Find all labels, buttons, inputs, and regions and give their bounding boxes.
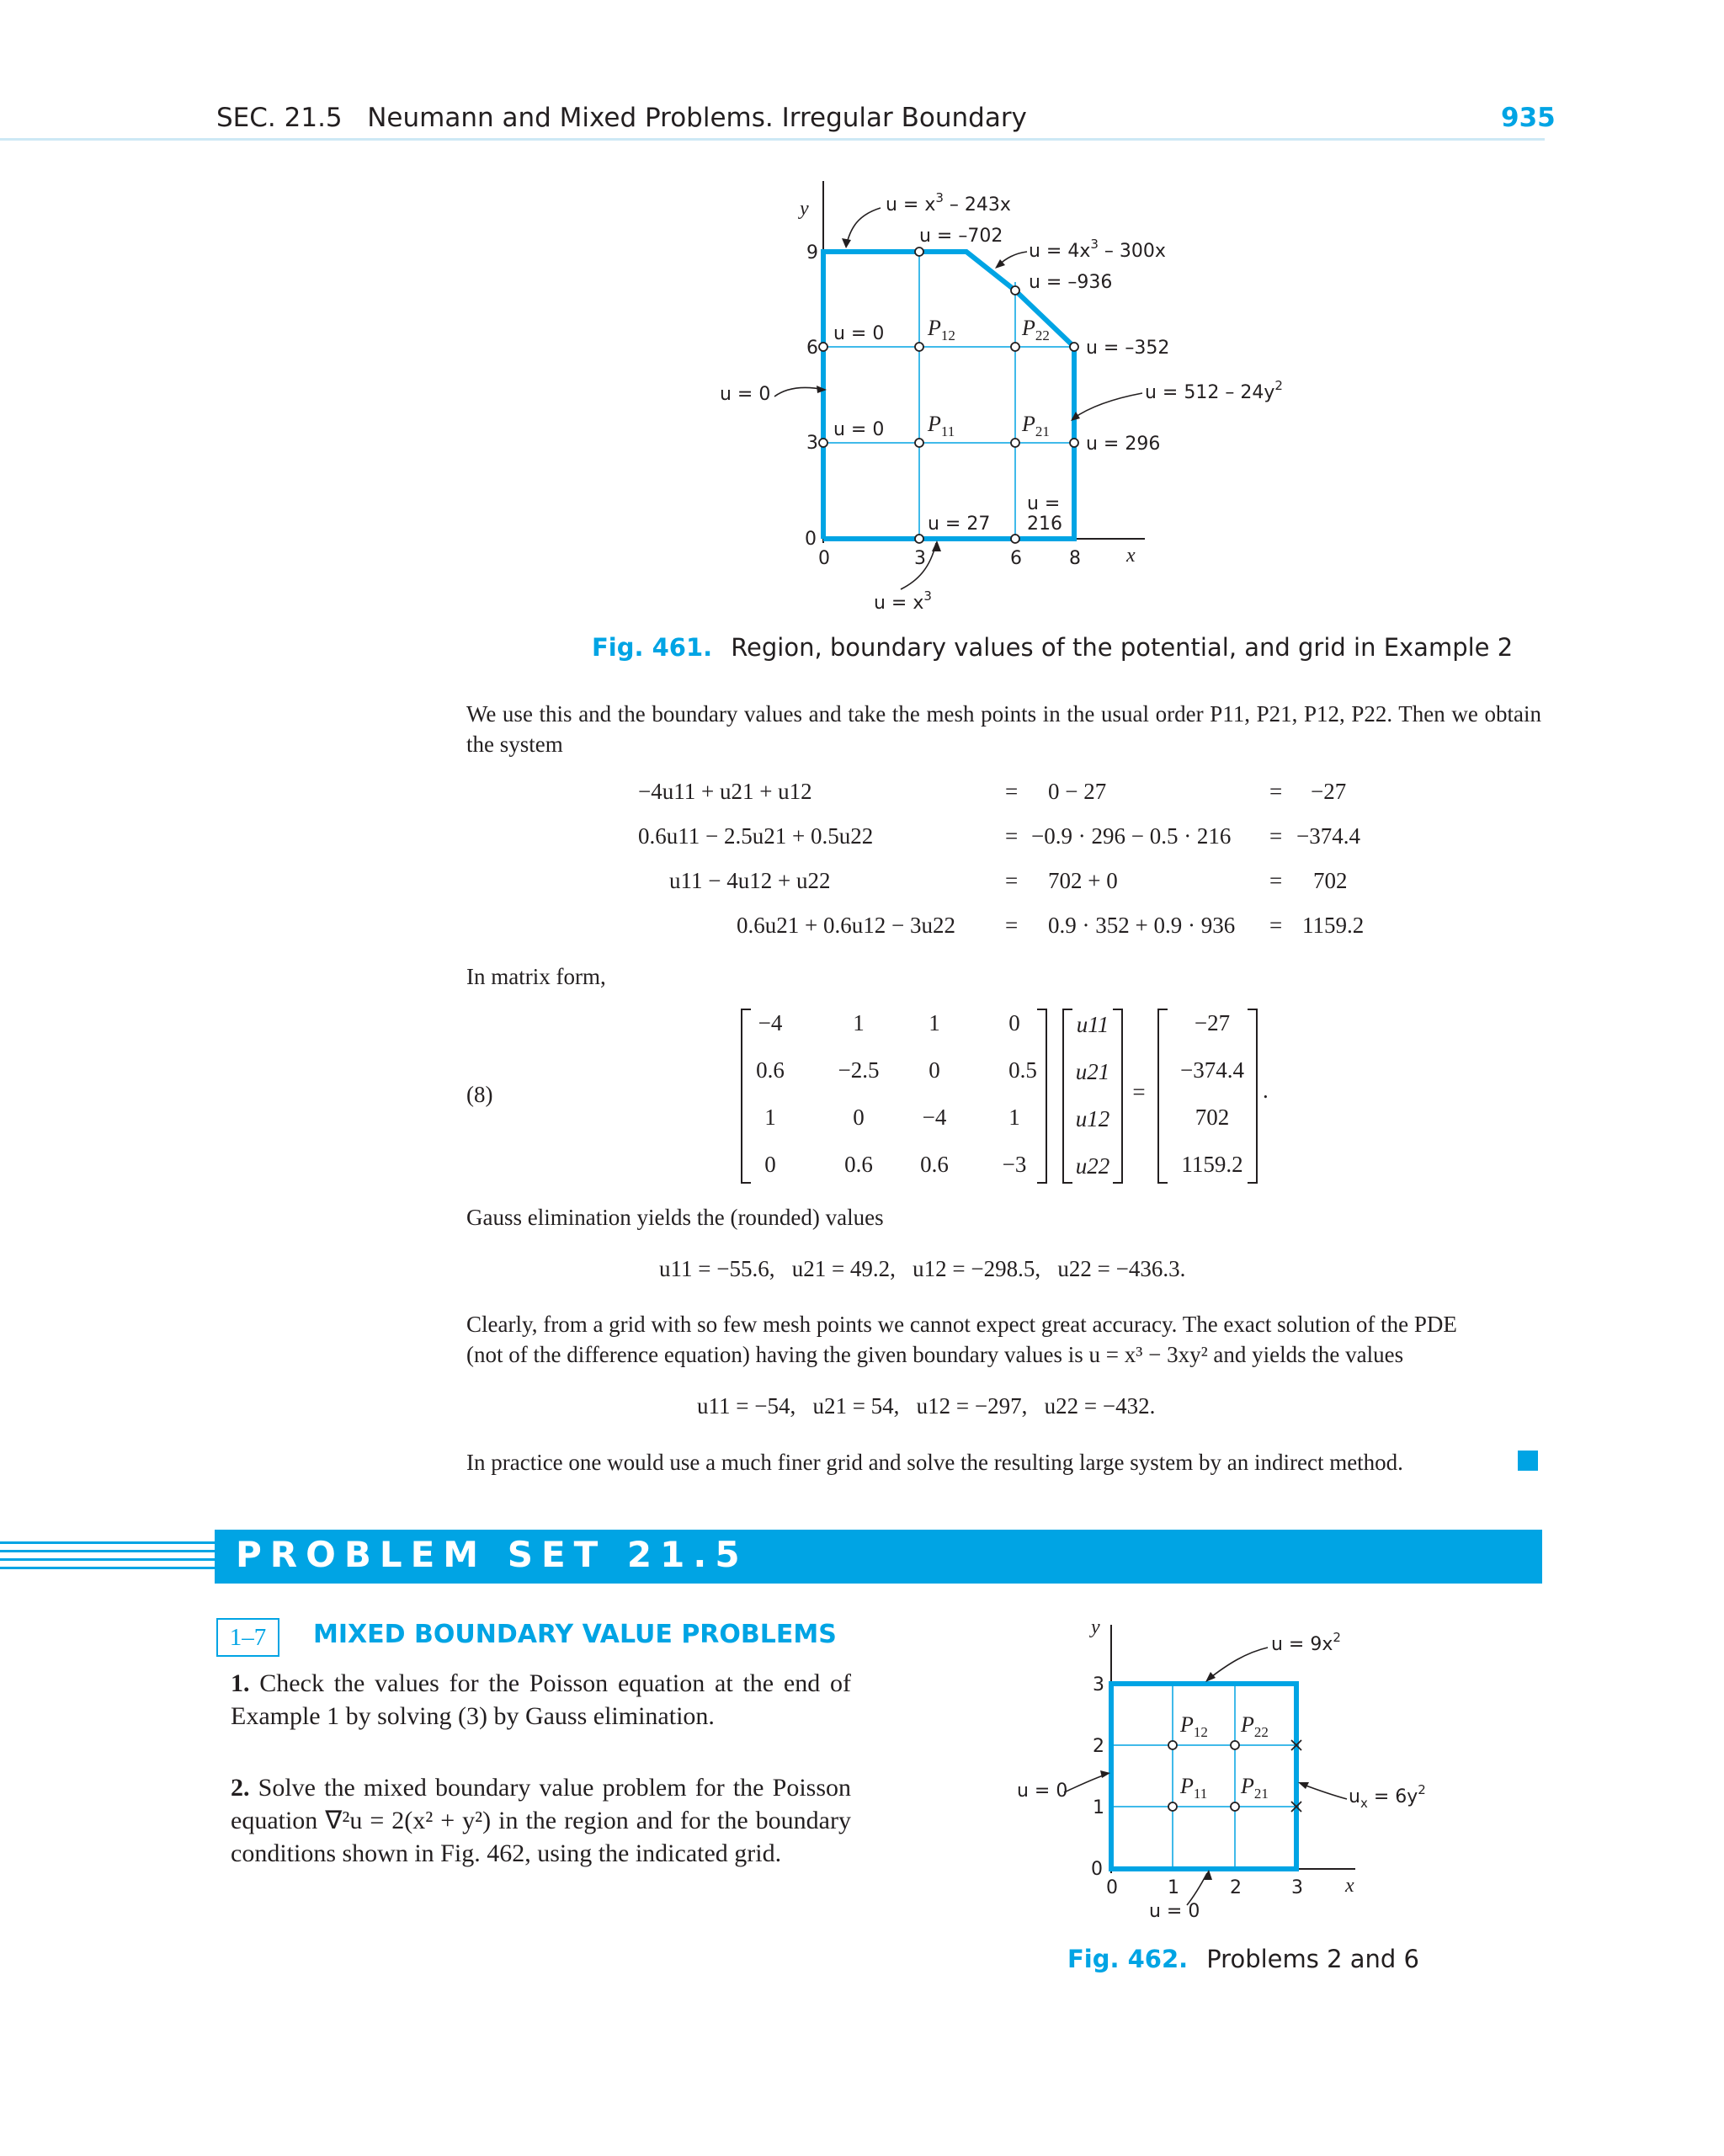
gauss-intro: Gauss elimination yields the (rounded) values — [466, 1205, 884, 1230]
label-u-216-b: 216 — [1027, 514, 1062, 535]
x-tick-0: 0 — [818, 548, 830, 569]
sys-eq-3b: = — [1269, 868, 1283, 893]
sys-row-3-lhs: u11 − 4u12 + u22 — [669, 868, 831, 893]
y-tick-3: 3 — [806, 433, 818, 454]
figure-461 — [699, 181, 1338, 619]
x-tick-1: 1 — [1168, 1877, 1179, 1898]
A-44: −3 — [1002, 1152, 1027, 1177]
b-1: −27 — [1194, 1010, 1231, 1035]
sys-row-1-lhs: −4u11 + u21 + u12 — [638, 779, 812, 804]
x-axis-label: x — [1126, 545, 1136, 567]
sys-row-3-mid: 702 + 0 — [1048, 868, 1118, 893]
A-24: 0.5 — [1008, 1057, 1037, 1083]
u-3: u12 — [1075, 1106, 1110, 1131]
problem-1-text: Check the values for the Poisson equation at the end of Example 1 by solving (3) by Gauss elimination. — [231, 1669, 852, 1730]
label-u0-left: u = 0 — [720, 384, 771, 405]
label-u-x3: $u = x^3$ — [874, 588, 932, 614]
exact-values: u11 = −54, u21 = 54, u12 = −297, u22 = −432. — [697, 1393, 1156, 1419]
sys-row-2-lhs: 0.6u11 − 2.5u21 + 0.5u22 — [638, 823, 874, 849]
fig462-caption-text: Problems 2 and 6 — [1206, 1945, 1419, 1973]
sys-row-4-mid: 0.9 · 352 + 0.9 · 936 — [1048, 913, 1236, 938]
label-u-m702: u = –702 — [919, 226, 1003, 247]
label-4x3: $u = 4x^3 - 300x$ — [1029, 237, 1166, 262]
sys-row-2-mid: −0.9 · 296 − 0.5 · 216 — [1031, 823, 1232, 849]
sys-row-4-lhs: 0.6u21 + 0.6u12 − 3u22 — [737, 913, 955, 938]
end-of-example-mark — [1518, 1451, 1538, 1471]
A-13: 1 — [929, 1010, 940, 1035]
sys-eq-3: = — [1005, 868, 1019, 893]
label-P12: $P_{12}$ — [1180, 1712, 1208, 1740]
b-2: −374.4 — [1180, 1057, 1244, 1083]
section-number: SEC. 21.5 — [216, 103, 343, 133]
u-1: u11 — [1076, 1012, 1109, 1037]
u-4: u22 — [1075, 1153, 1110, 1179]
label-u-right: $u_x = 6y^2$ — [1349, 1782, 1426, 1811]
problem-range-box: 1–7 — [216, 1618, 279, 1657]
label-P11: $P_{11}$ — [1180, 1774, 1208, 1802]
label-u-27: u = 27 — [928, 514, 991, 535]
A-42: 0.6 — [844, 1152, 873, 1177]
arrow-heads — [1100, 1672, 1309, 1880]
vector-b-left-bracket — [1157, 1009, 1168, 1184]
sys-eq-2b: = — [1269, 823, 1283, 849]
A-43: 0.6 — [920, 1152, 949, 1177]
x-tick-3: 3 — [1291, 1877, 1303, 1898]
A-14: 0 — [1008, 1010, 1020, 1035]
label-P21: $P_{21}$ — [1022, 412, 1050, 439]
y-axis-label: y — [800, 198, 809, 220]
x-tick-6: 6 — [1010, 548, 1022, 569]
sys-row-4-rhs: 1159.2 — [1302, 913, 1365, 938]
label-u-m352: u = –352 — [1086, 338, 1170, 359]
problem-2-number: 2. — [231, 1774, 250, 1802]
y-tick-9: 9 — [806, 242, 818, 264]
label-u-m936: u = –936 — [1029, 272, 1113, 293]
page-number: 935 — [1501, 103, 1556, 133]
label-u-top: $u = 9x^2$ — [1271, 1630, 1341, 1655]
y-tick-2: 2 — [1093, 1736, 1104, 1757]
A-21: 0.6 — [756, 1057, 785, 1083]
A-11: −4 — [758, 1010, 783, 1035]
approx-values: u11 = −55.6, u21 = 49.2, u12 = −298.5, u22 = −436.3. — [659, 1256, 1186, 1281]
fig462-caption — [1067, 1945, 1419, 1973]
sys-row-3-rhs: 702 — [1313, 868, 1348, 893]
matrix-intro: In matrix form, — [466, 964, 606, 989]
section-title: Neumann and Mixed Problems. Irregular Boundary — [367, 103, 1027, 133]
A-33: −4 — [922, 1105, 947, 1130]
label-P12: $P_{12}$ — [928, 316, 955, 343]
sys-eq-1b: = — [1269, 779, 1283, 804]
A-32: 0 — [853, 1105, 865, 1130]
x-tick-0: 0 — [1106, 1877, 1118, 1898]
paragraph-intro: We use this and the boundary values and take the mesh points in the usual order P11, P21, P12, P22. Then we obtain the system — [466, 701, 1541, 757]
paragraph-exact-1: Clearly, from a grid with so few mesh points we cannot expect great accuracy. The exact solution of the PDE — [466, 1312, 1457, 1337]
sys-eq-1: = — [1005, 779, 1019, 804]
y-tick-3: 3 — [1093, 1674, 1104, 1696]
problem-2 — [231, 1771, 851, 1870]
problem-1-number: 1. — [231, 1669, 250, 1697]
problem-set-title: PROBLEM SET 21.5 — [236, 1534, 748, 1575]
problem-2-text: Solve the mixed boundary value problem for the Poisson equation ∇²u = 2(x² + y²) in the region and for the boundary conditions shown in Fig. 462, using the indicated grid. — [231, 1774, 852, 1867]
header-rule — [0, 138, 1545, 141]
x-tick-8: 8 — [1069, 548, 1081, 569]
b-4: 1159.2 — [1181, 1152, 1243, 1177]
equation-system — [589, 779, 1431, 947]
A-22: −2.5 — [838, 1057, 880, 1083]
b-3: 702 — [1195, 1105, 1230, 1130]
label-top-cubic: $u = x^3 - 243x$ — [886, 190, 1011, 216]
A-31: 1 — [764, 1105, 776, 1130]
u-2: u21 — [1075, 1059, 1110, 1084]
y-tick-1: 1 — [1093, 1797, 1104, 1818]
label-u-bottom: u = 0 — [1149, 1901, 1200, 1922]
label-P11: $P_{11}$ — [928, 412, 955, 439]
figure-462 — [1002, 1612, 1439, 1940]
A-12: 1 — [853, 1010, 865, 1035]
label-u0-row3: u = 0 — [833, 419, 885, 440]
y-tick-6: 6 — [806, 338, 818, 359]
grid-lines — [1111, 1684, 1296, 1869]
label-P21: $P_{21}$ — [1241, 1774, 1269, 1802]
x-tick-3: 3 — [914, 548, 926, 569]
label-512: $u = 512 - 24y^2$ — [1145, 378, 1283, 403]
matrix-period: . — [1263, 1078, 1269, 1103]
label-u-296: u = 296 — [1086, 434, 1161, 455]
sys-row-2-rhs: −374.4 — [1296, 823, 1360, 849]
region-boundary — [1111, 1684, 1296, 1869]
A-23: 0 — [929, 1057, 940, 1083]
x-tick-2: 2 — [1230, 1877, 1242, 1898]
y-axis-label: y — [1091, 1616, 1100, 1638]
sys-row-1-mid: 0 − 27 — [1048, 779, 1107, 804]
fig462-label: Fig. 462. — [1067, 1945, 1189, 1973]
fig461-caption — [592, 633, 1513, 662]
A-41: 0 — [764, 1152, 776, 1177]
label-P22: $P_{22}$ — [1022, 316, 1050, 343]
running-head — [216, 103, 1027, 133]
paragraph-exact-2: (not of the difference equation) having the given boundary values is u = x³ − 3xy² and yields the values — [466, 1342, 1404, 1367]
matrix-equals: = — [1132, 1079, 1146, 1105]
label-P22: $P_{22}$ — [1241, 1712, 1269, 1740]
A-34: 1 — [1008, 1105, 1020, 1130]
label-u-left: u = 0 — [1017, 1781, 1068, 1802]
label-u0-row6: u = 0 — [833, 323, 885, 344]
fig461-label: Fig. 461. — [592, 633, 713, 662]
sys-eq-4: = — [1005, 913, 1019, 938]
matrix-equation — [732, 1002, 1280, 1187]
problem-1 — [231, 1667, 851, 1733]
label-u-216-a: u = — [1027, 493, 1061, 514]
sys-row-1-rhs: −27 — [1311, 779, 1347, 804]
fig461-caption-text: Region, boundary values of the potential, and grid in Example 2 — [731, 633, 1514, 662]
x-axis-label: x — [1345, 1875, 1354, 1897]
sys-eq-4b: = — [1269, 913, 1283, 938]
paragraph-practice: In practice one would use a much finer grid and solve the resulting large system by an indirect method. — [466, 1450, 1403, 1475]
sys-eq-2: = — [1005, 823, 1019, 849]
problem-group-title: MIXED BOUNDARY VALUE PROBLEMS — [313, 1620, 837, 1649]
y-tick-0: 0 — [805, 529, 817, 550]
equation-number: (8) — [466, 1082, 493, 1107]
y-tick-0: 0 — [1091, 1859, 1103, 1880]
